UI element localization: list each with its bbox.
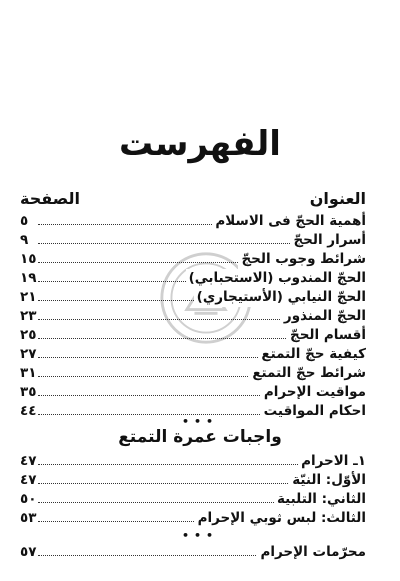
header-page-label: الصفحة <box>20 189 81 208</box>
entry-title: مواقيت الإحرام <box>261 383 366 402</box>
entry-page: ٤٧ <box>20 472 37 488</box>
entry-title: الحجّ المندوب (الاستحبابي) <box>186 269 366 288</box>
header-title-label: العنوان <box>309 189 366 208</box>
toc-section-3 <box>20 543 366 562</box>
section-separator: ••• <box>181 415 219 428</box>
toc-entry[interactable] <box>20 490 366 509</box>
toc-entry[interactable] <box>20 326 366 345</box>
toc-header <box>20 189 366 211</box>
toc-entry[interactable] <box>20 452 366 471</box>
entry-title: أقسام الحجّ <box>287 326 366 345</box>
toc-section-2 <box>20 452 366 528</box>
entry-page: ٢٣ <box>20 308 37 324</box>
entry-title: الثالث: لبس ثوبي الإحرام <box>195 509 366 528</box>
section-heading: واجبات عمرة التمتع <box>118 427 282 447</box>
entry-title: محرّمات الإحرام <box>257 543 366 562</box>
entry-page: ٣٥ <box>20 384 37 400</box>
entry-page: ٩ <box>20 232 29 248</box>
page-title: الفهرست <box>119 124 281 164</box>
entry-title: الأوّل: النيّة <box>289 471 366 490</box>
entry-title: الحجّ المنذور <box>281 307 366 326</box>
entry-title: كيفية حجّ التمتع <box>258 345 366 364</box>
toc-section-1 <box>20 212 366 421</box>
toc-entry[interactable] <box>20 288 366 307</box>
toc-entry[interactable] <box>20 364 366 383</box>
entry-title: الثاني: التلبية <box>274 490 366 509</box>
entry-title: شرائط وجوب الحجّ <box>238 250 366 269</box>
toc-entry[interactable] <box>20 307 366 326</box>
toc-entry[interactable] <box>20 345 366 364</box>
toc-entry[interactable] <box>20 383 366 402</box>
entry-title: أهمية الحجّ فى الاسلام <box>212 212 366 231</box>
entry-page: ٥ <box>20 213 29 229</box>
entry-page: ١٩ <box>20 270 37 286</box>
toc-entry[interactable] <box>20 231 366 250</box>
entry-page: ٥٣ <box>20 510 37 526</box>
entry-page: ١٥ <box>20 251 37 267</box>
entry-page: ٣١ <box>20 365 37 381</box>
toc-entry[interactable] <box>20 543 366 562</box>
entry-title: احكام المواقيت <box>261 402 366 421</box>
entry-title: أسرار الحجّ <box>290 231 366 250</box>
entry-title: الحجّ النيابي (الأستيجاري) <box>194 288 366 307</box>
entry-title: شرائط حجّ التمتع <box>249 364 366 383</box>
toc-entry[interactable] <box>20 509 366 528</box>
toc-entry[interactable] <box>20 471 366 490</box>
section-separator: ••• <box>181 529 219 542</box>
toc-entry[interactable] <box>20 212 366 231</box>
entry-page: ٥٧ <box>20 544 37 560</box>
entry-page: ٤٤ <box>20 403 37 419</box>
entry-page: ٢٥ <box>20 327 37 343</box>
entry-page: ٢١ <box>20 289 37 305</box>
entry-page: ٤٧ <box>20 453 37 469</box>
entry-page: ٢٧ <box>20 346 37 362</box>
entry-page: ٥٠ <box>20 491 37 507</box>
toc-entry[interactable] <box>20 250 366 269</box>
toc-entry[interactable] <box>20 269 366 288</box>
entry-title: ١ـ الاحرام <box>298 452 366 471</box>
